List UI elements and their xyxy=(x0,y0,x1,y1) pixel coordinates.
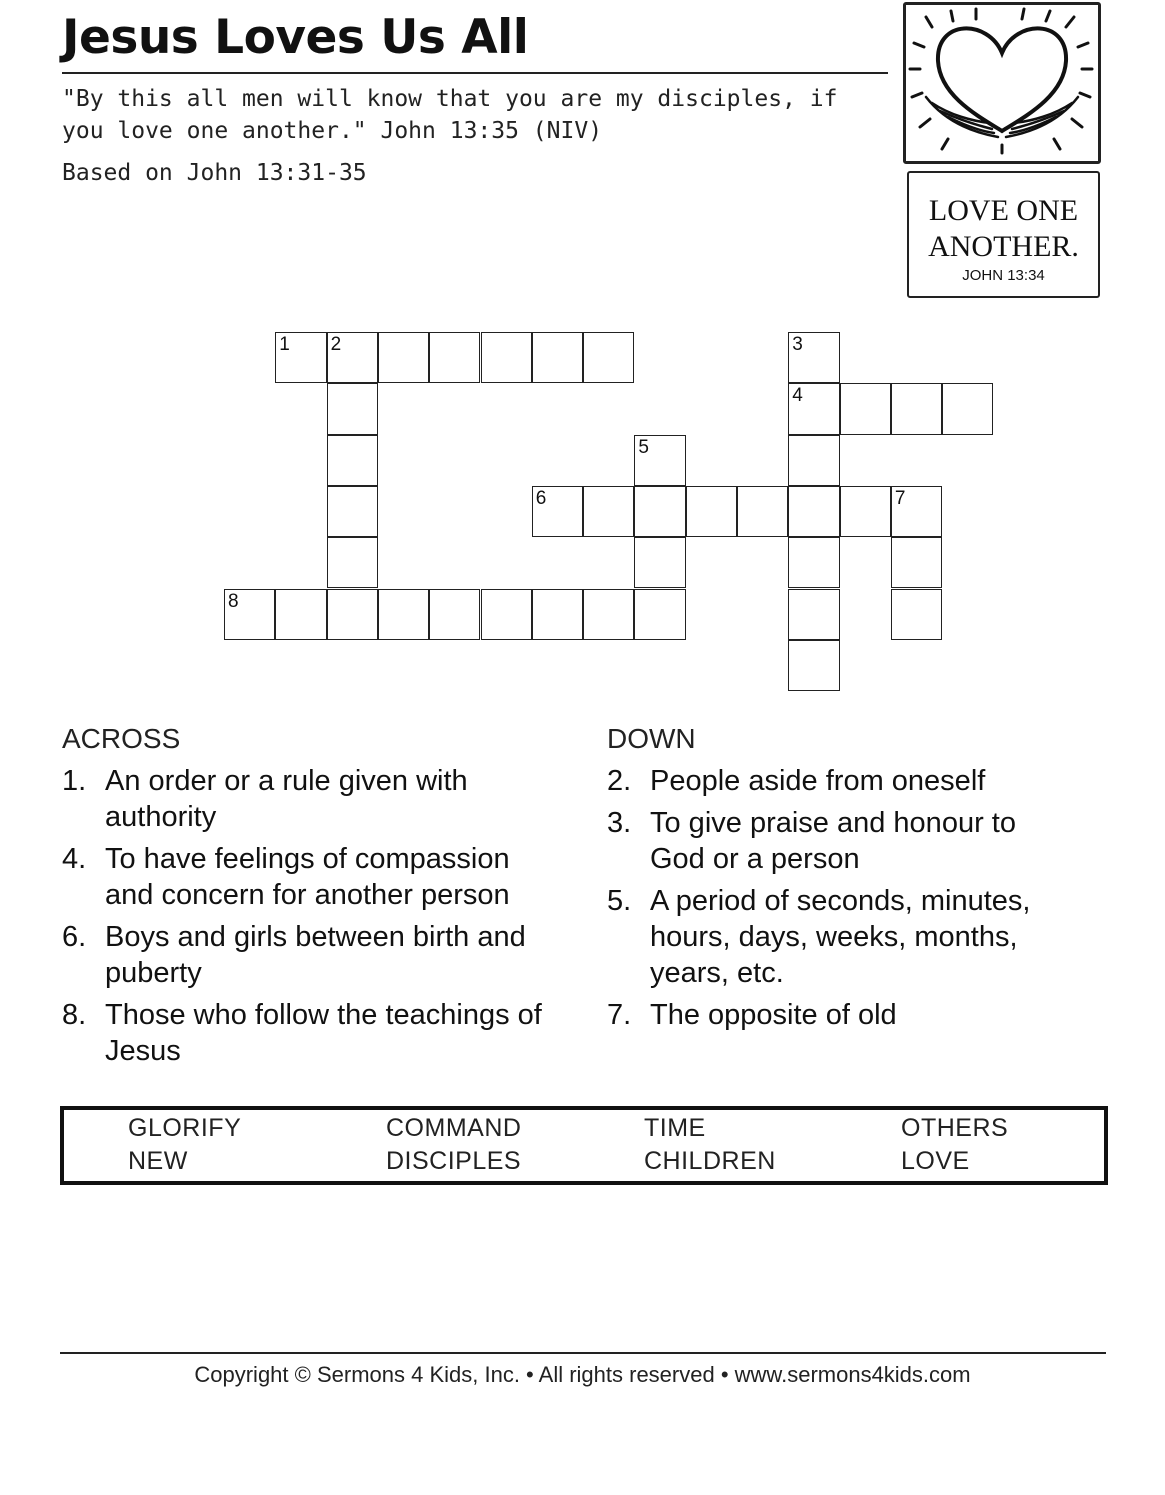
crossword-cell[interactable] xyxy=(891,537,942,588)
crossword-cell[interactable] xyxy=(583,589,634,640)
crossword-cell[interactable] xyxy=(891,589,942,640)
clue-number: 3. xyxy=(607,807,632,839)
across-clues xyxy=(62,723,562,1075)
clue-number: 2. xyxy=(607,765,632,797)
crossword-cell[interactable] xyxy=(634,435,685,486)
clue-across-6 xyxy=(62,919,562,991)
crossword-cell[interactable] xyxy=(788,537,839,588)
clue-number: 7. xyxy=(607,999,632,1031)
crossword-cell[interactable] xyxy=(378,332,429,383)
clue-number-label: 4 xyxy=(792,385,803,407)
crossword-cell[interactable] xyxy=(788,332,839,383)
word-bank-word: COMMAND xyxy=(386,1114,522,1142)
crossword-cell[interactable] xyxy=(942,383,993,434)
clue-number-label: 2 xyxy=(330,334,342,355)
crossword-cell[interactable] xyxy=(429,589,480,640)
clue-down-7 xyxy=(607,997,1107,1033)
crossword-cell[interactable] xyxy=(481,589,532,640)
page-title: Jesus Loves Us All xyxy=(62,10,529,65)
clue-number-label: 1 xyxy=(279,334,290,355)
clue-text: To have feelings of compassion and concern for another person xyxy=(105,843,510,911)
memory-verse: "By this all men will know that you are my disciples, if you love one another." John 13:35 (NIV) xyxy=(62,86,838,144)
crossword-cell[interactable] xyxy=(532,332,583,383)
clue-down-3 xyxy=(607,805,1107,877)
crossword-cell[interactable] xyxy=(327,486,378,537)
clue-text: An order or a rule given with authority xyxy=(105,765,468,833)
crossword-cell[interactable] xyxy=(686,486,737,537)
crossword-cell[interactable] xyxy=(327,435,378,486)
crossword-cell[interactable] xyxy=(788,486,839,537)
clue-text: Boys and girls between birth and puberty xyxy=(105,921,526,989)
badge-reference: JOHN 13:34 xyxy=(962,267,1045,284)
badge-line-2: ANOTHER. xyxy=(928,230,1079,263)
crossword-cell[interactable] xyxy=(429,332,480,383)
clue-number: 8. xyxy=(62,999,87,1031)
heart-hands-icon xyxy=(903,2,1101,164)
crossword-cell[interactable] xyxy=(840,383,891,434)
clue-down-2 xyxy=(607,763,1107,799)
clue-down-5 xyxy=(607,883,1107,991)
crossword-cell[interactable] xyxy=(788,589,839,640)
crossword-cell[interactable] xyxy=(275,589,326,640)
word-bank-word: OTHERS xyxy=(901,1114,1009,1142)
crossword-cell[interactable] xyxy=(583,332,634,383)
badge-line-1: LOVE ONE xyxy=(928,194,1079,227)
clue-number: 1. xyxy=(62,765,87,797)
clue-text: Those who follow the teachings of Jesus xyxy=(105,999,542,1067)
crossword-cell[interactable] xyxy=(891,383,942,434)
crossword-cell[interactable] xyxy=(634,486,685,537)
crossword-cell[interactable] xyxy=(327,537,378,588)
clue-number: 6. xyxy=(62,921,87,953)
word-bank-word: NEW xyxy=(128,1147,188,1175)
clue-text: People aside from oneself xyxy=(650,765,986,797)
crossword-cell[interactable] xyxy=(788,640,839,691)
crossword-cell[interactable] xyxy=(327,589,378,640)
clue-number: 4. xyxy=(62,843,87,875)
clue-across-1 xyxy=(62,763,562,835)
down-clues xyxy=(607,723,1107,1039)
crossword-cell[interactable] xyxy=(737,486,788,537)
crossword-cell[interactable] xyxy=(891,486,942,537)
word-bank-word: CHILDREN xyxy=(644,1147,776,1175)
crossword-cell[interactable] xyxy=(532,589,583,640)
word-bank-word: LOVE xyxy=(901,1147,970,1175)
crossword-cell[interactable] xyxy=(327,383,378,434)
crossword-cell[interactable] xyxy=(275,332,326,383)
clue-across-4 xyxy=(62,841,562,913)
badge-label xyxy=(907,171,1100,298)
crossword-cell[interactable] xyxy=(788,383,839,434)
clue-number-label: 7 xyxy=(894,487,906,509)
crossword-cell[interactable] xyxy=(634,537,685,588)
title-divider xyxy=(62,72,888,74)
clue-number: 5. xyxy=(607,885,632,917)
scripture-reference: Based on John 13:31-35 xyxy=(62,160,367,186)
clue-text: The opposite of old xyxy=(650,999,897,1031)
footer-divider xyxy=(60,1352,1106,1354)
crossword-cell[interactable] xyxy=(481,332,532,383)
crossword-cell[interactable] xyxy=(788,435,839,486)
clue-across-8 xyxy=(62,997,562,1069)
clue-number-label: 6 xyxy=(535,487,547,509)
clue-number-label: 5 xyxy=(638,436,649,458)
heart-hands-illustration xyxy=(906,5,1098,161)
word-bank-word: GLORIFY xyxy=(128,1114,242,1142)
crossword-cell[interactable] xyxy=(224,589,275,640)
clue-text: A period of seconds, minutes, hours, days, weeks, months, years, etc. xyxy=(650,885,1031,989)
crossword-cell[interactable] xyxy=(532,486,583,537)
crossword-cell[interactable] xyxy=(634,589,685,640)
word-bank-word: DISCIPLES xyxy=(386,1147,522,1175)
clue-number-label: 3 xyxy=(792,334,803,355)
down-heading: DOWN xyxy=(607,723,696,754)
crossword-cell[interactable] xyxy=(327,332,378,383)
across-heading: ACROSS xyxy=(62,723,181,754)
crossword-cell[interactable] xyxy=(378,589,429,640)
clue-number-label: 8 xyxy=(228,590,239,612)
crossword-cell[interactable] xyxy=(840,486,891,537)
word-bank-word: TIME xyxy=(644,1114,706,1142)
word-bank xyxy=(60,1106,1108,1185)
crossword-cell[interactable] xyxy=(583,486,634,537)
copyright-footer: Copyright © Sermons 4 Kids, Inc. • All rights reserved • www.sermons4kids.com xyxy=(194,1362,971,1387)
clue-text: To give praise and honour to God or a person xyxy=(650,807,1016,875)
